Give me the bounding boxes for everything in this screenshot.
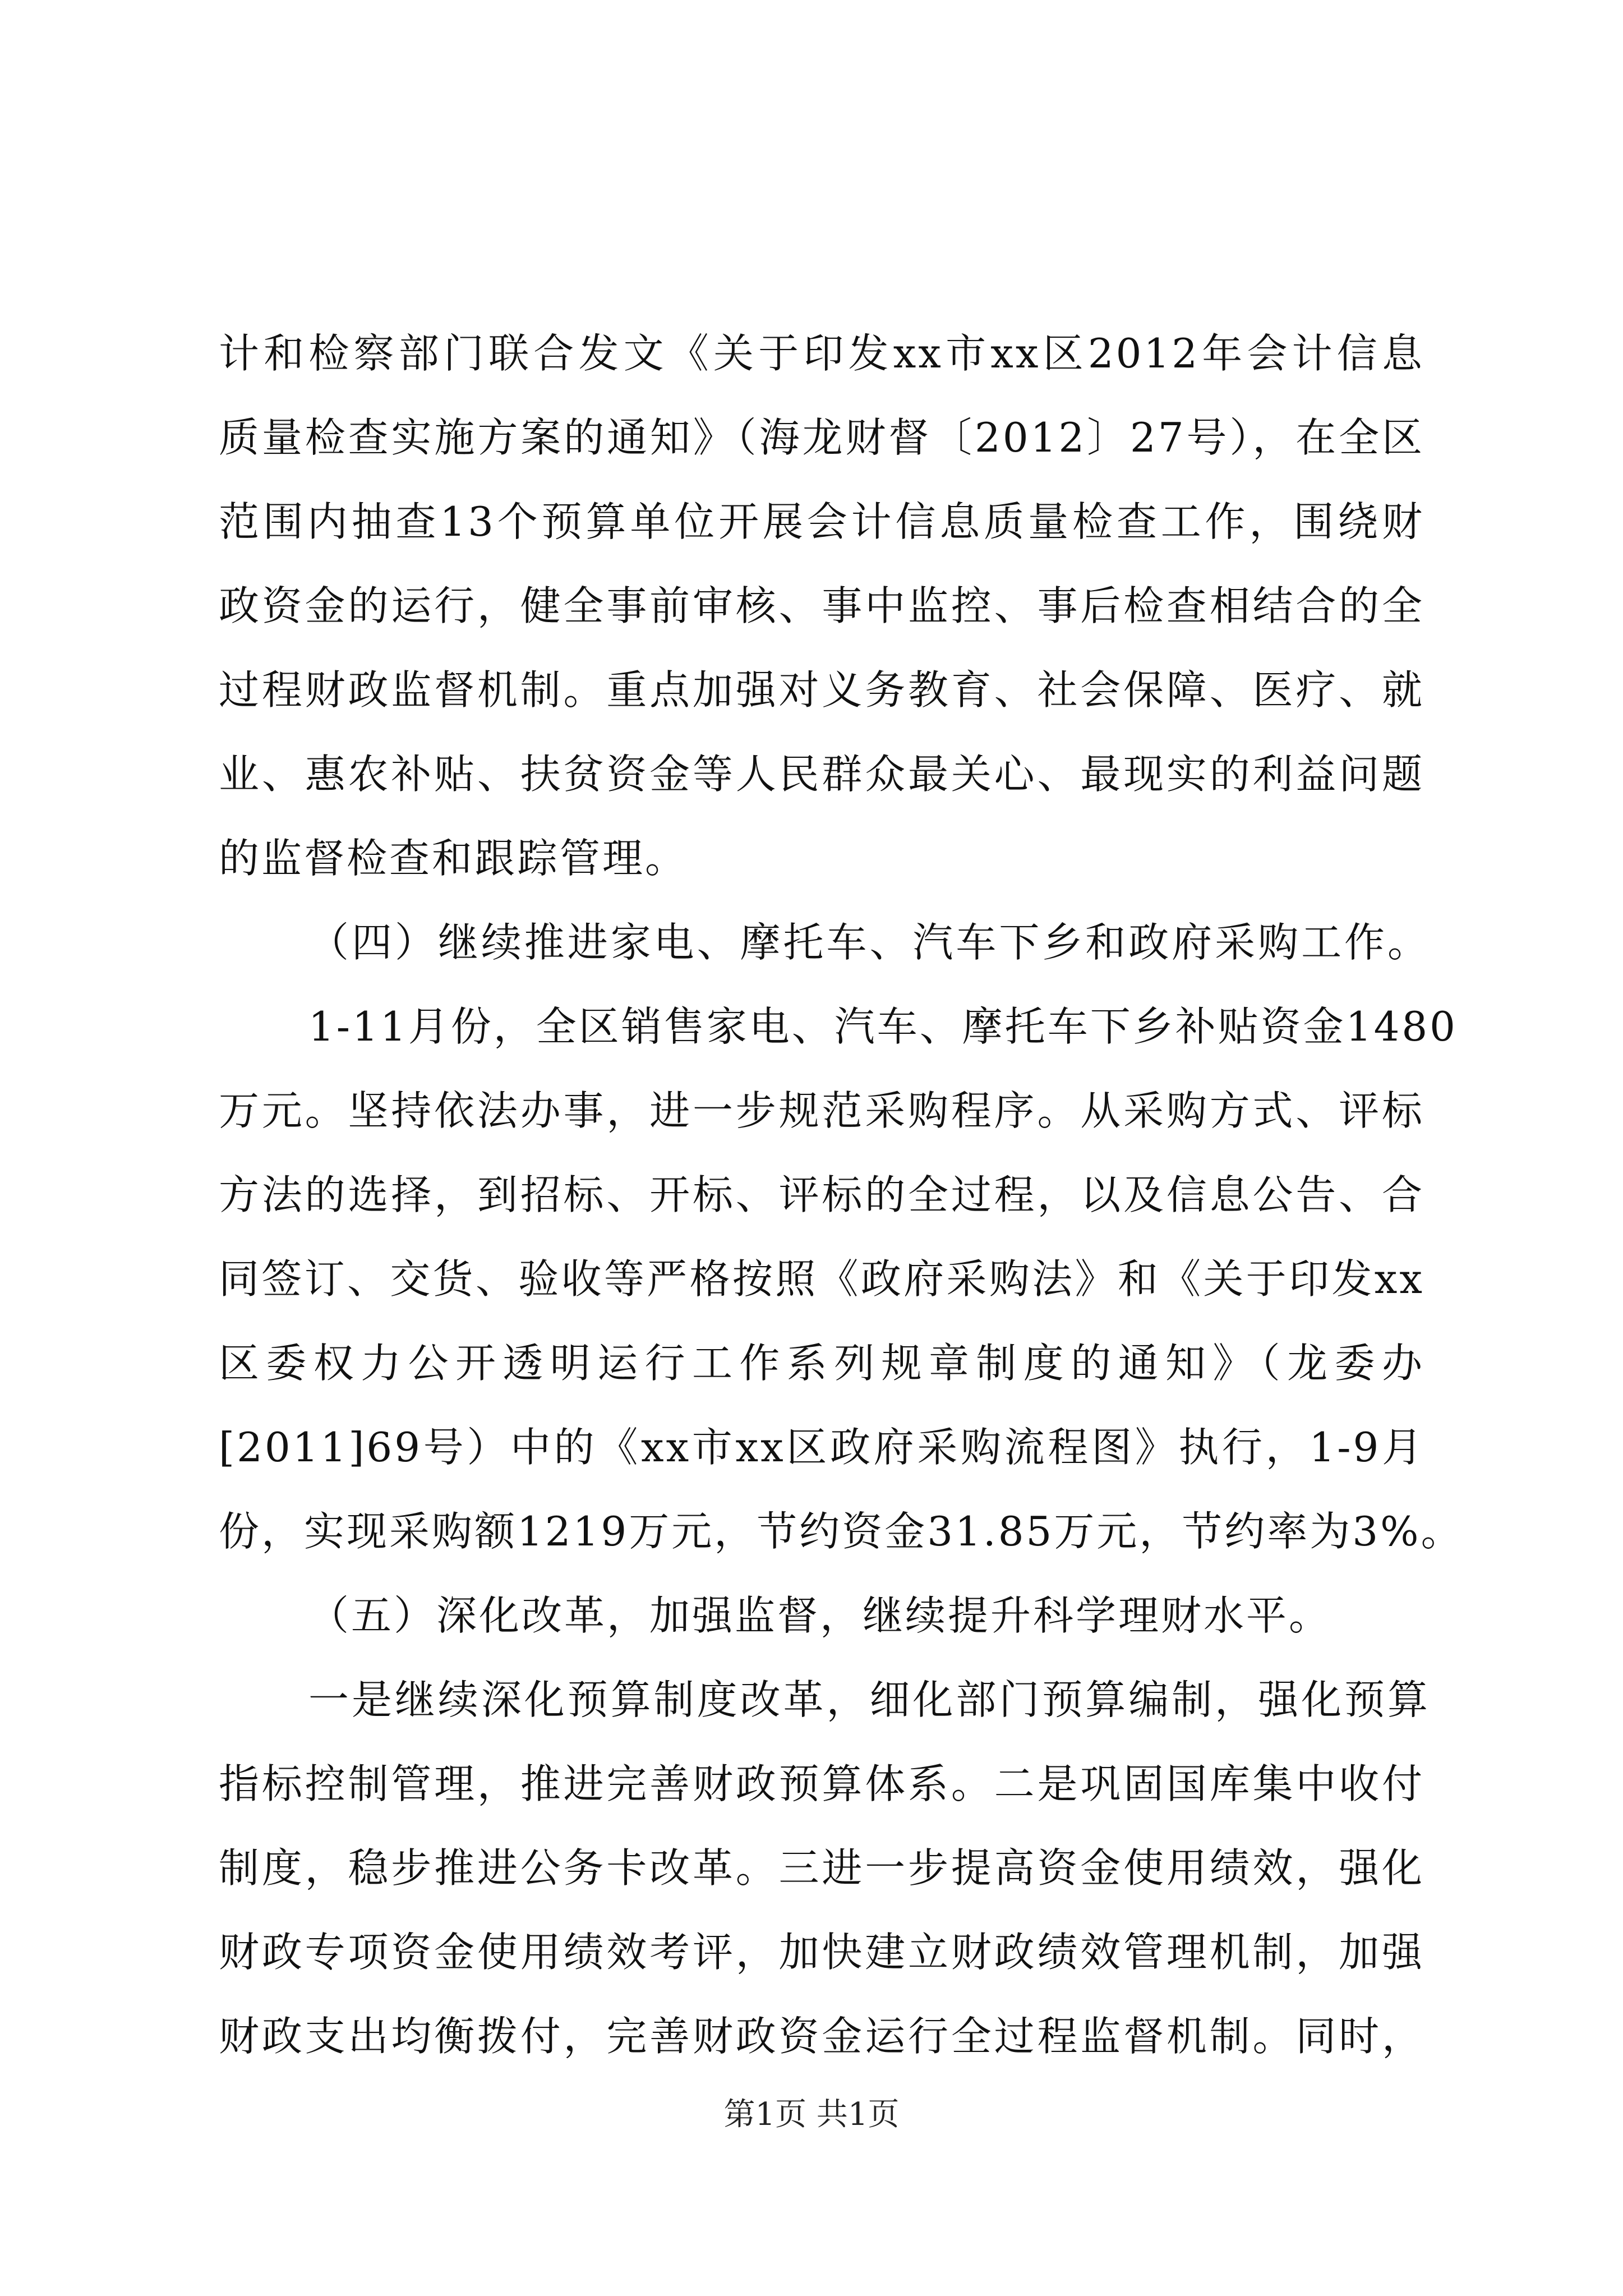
text-line: 方法的选择，到招标、开标、评标的全过程，以及信息公告、合 xyxy=(219,1171,1424,1218)
text-line: 政资金的运行，健全事前审核、事中监控、事后检查相结合的全 xyxy=(219,582,1424,629)
text-line: 范围内抽查13个预算单位开展会计信息质量检查工作，围绕财 xyxy=(219,498,1424,545)
text-line: 质量检查实施方案的通知》（海龙财督〔2012〕27号），在全区 xyxy=(219,414,1424,461)
text-line: 万元。坚持依法办事，进一步规范采购程序。从采购方式、评标 xyxy=(219,1087,1424,1134)
text-line: 1-11月份，全区销售家电、汽车、摩托车下乡补贴资金1480 xyxy=(308,1003,1458,1050)
text-line: 同签订、交货、验收等严格按照《政府采购法》和《关于印发xx xyxy=(219,1255,1424,1303)
page-footer: 第1页 共1页 xyxy=(723,2096,900,2133)
text-line: 计和检察部门联合发文《关于印发xx市xx区2012年会计信息 xyxy=(219,330,1424,377)
text-line: 财政支出均衡拨付，完善财政资金运行全过程监督机制。同时， xyxy=(219,2013,1424,2060)
section-heading: （四）继续推进家电、摩托车、汽车下乡和政府采购工作。 xyxy=(308,919,1430,966)
text-line: 制度，稳步推进公务卡改革。三进一步提高资金使用绩效，强化 xyxy=(219,1844,1424,1892)
text-line: 指标控制管理，推进完善财政预算体系。二是巩固国库集中收付 xyxy=(219,1760,1424,1807)
text-line: [2011]69号）中的《xx市xx区政府采购流程图》执行，1-9月 xyxy=(219,1424,1424,1471)
text-line: 区委权力公开透明运行工作系列规章制度的通知》（龙委办 xyxy=(219,1340,1424,1387)
text-line: 业、惠农补贴、扶贫资金等人民群众最关心、最现实的利益问题 xyxy=(219,751,1424,798)
section-heading: （五）深化改革，加强监督，继续提升科学理财水平。 xyxy=(308,1592,1332,1639)
text-line: 财政专项资金使用绩效考评，加快建立财政绩效管理机制，加强 xyxy=(219,1929,1424,1976)
text-line: 的监督检查和跟踪管理。 xyxy=(219,835,688,882)
text-line: 一是继续深化预算制度改革，细化部门预算编制，强化预算 xyxy=(308,1676,1430,1723)
text-line: 份，实现采购额1219万元，节约资金31.85万元，节约率为3%。 xyxy=(219,1508,1464,1555)
text-line: 过程财政监督机制。重点加强对义务教育、社会保障、医疗、就 xyxy=(219,666,1424,714)
